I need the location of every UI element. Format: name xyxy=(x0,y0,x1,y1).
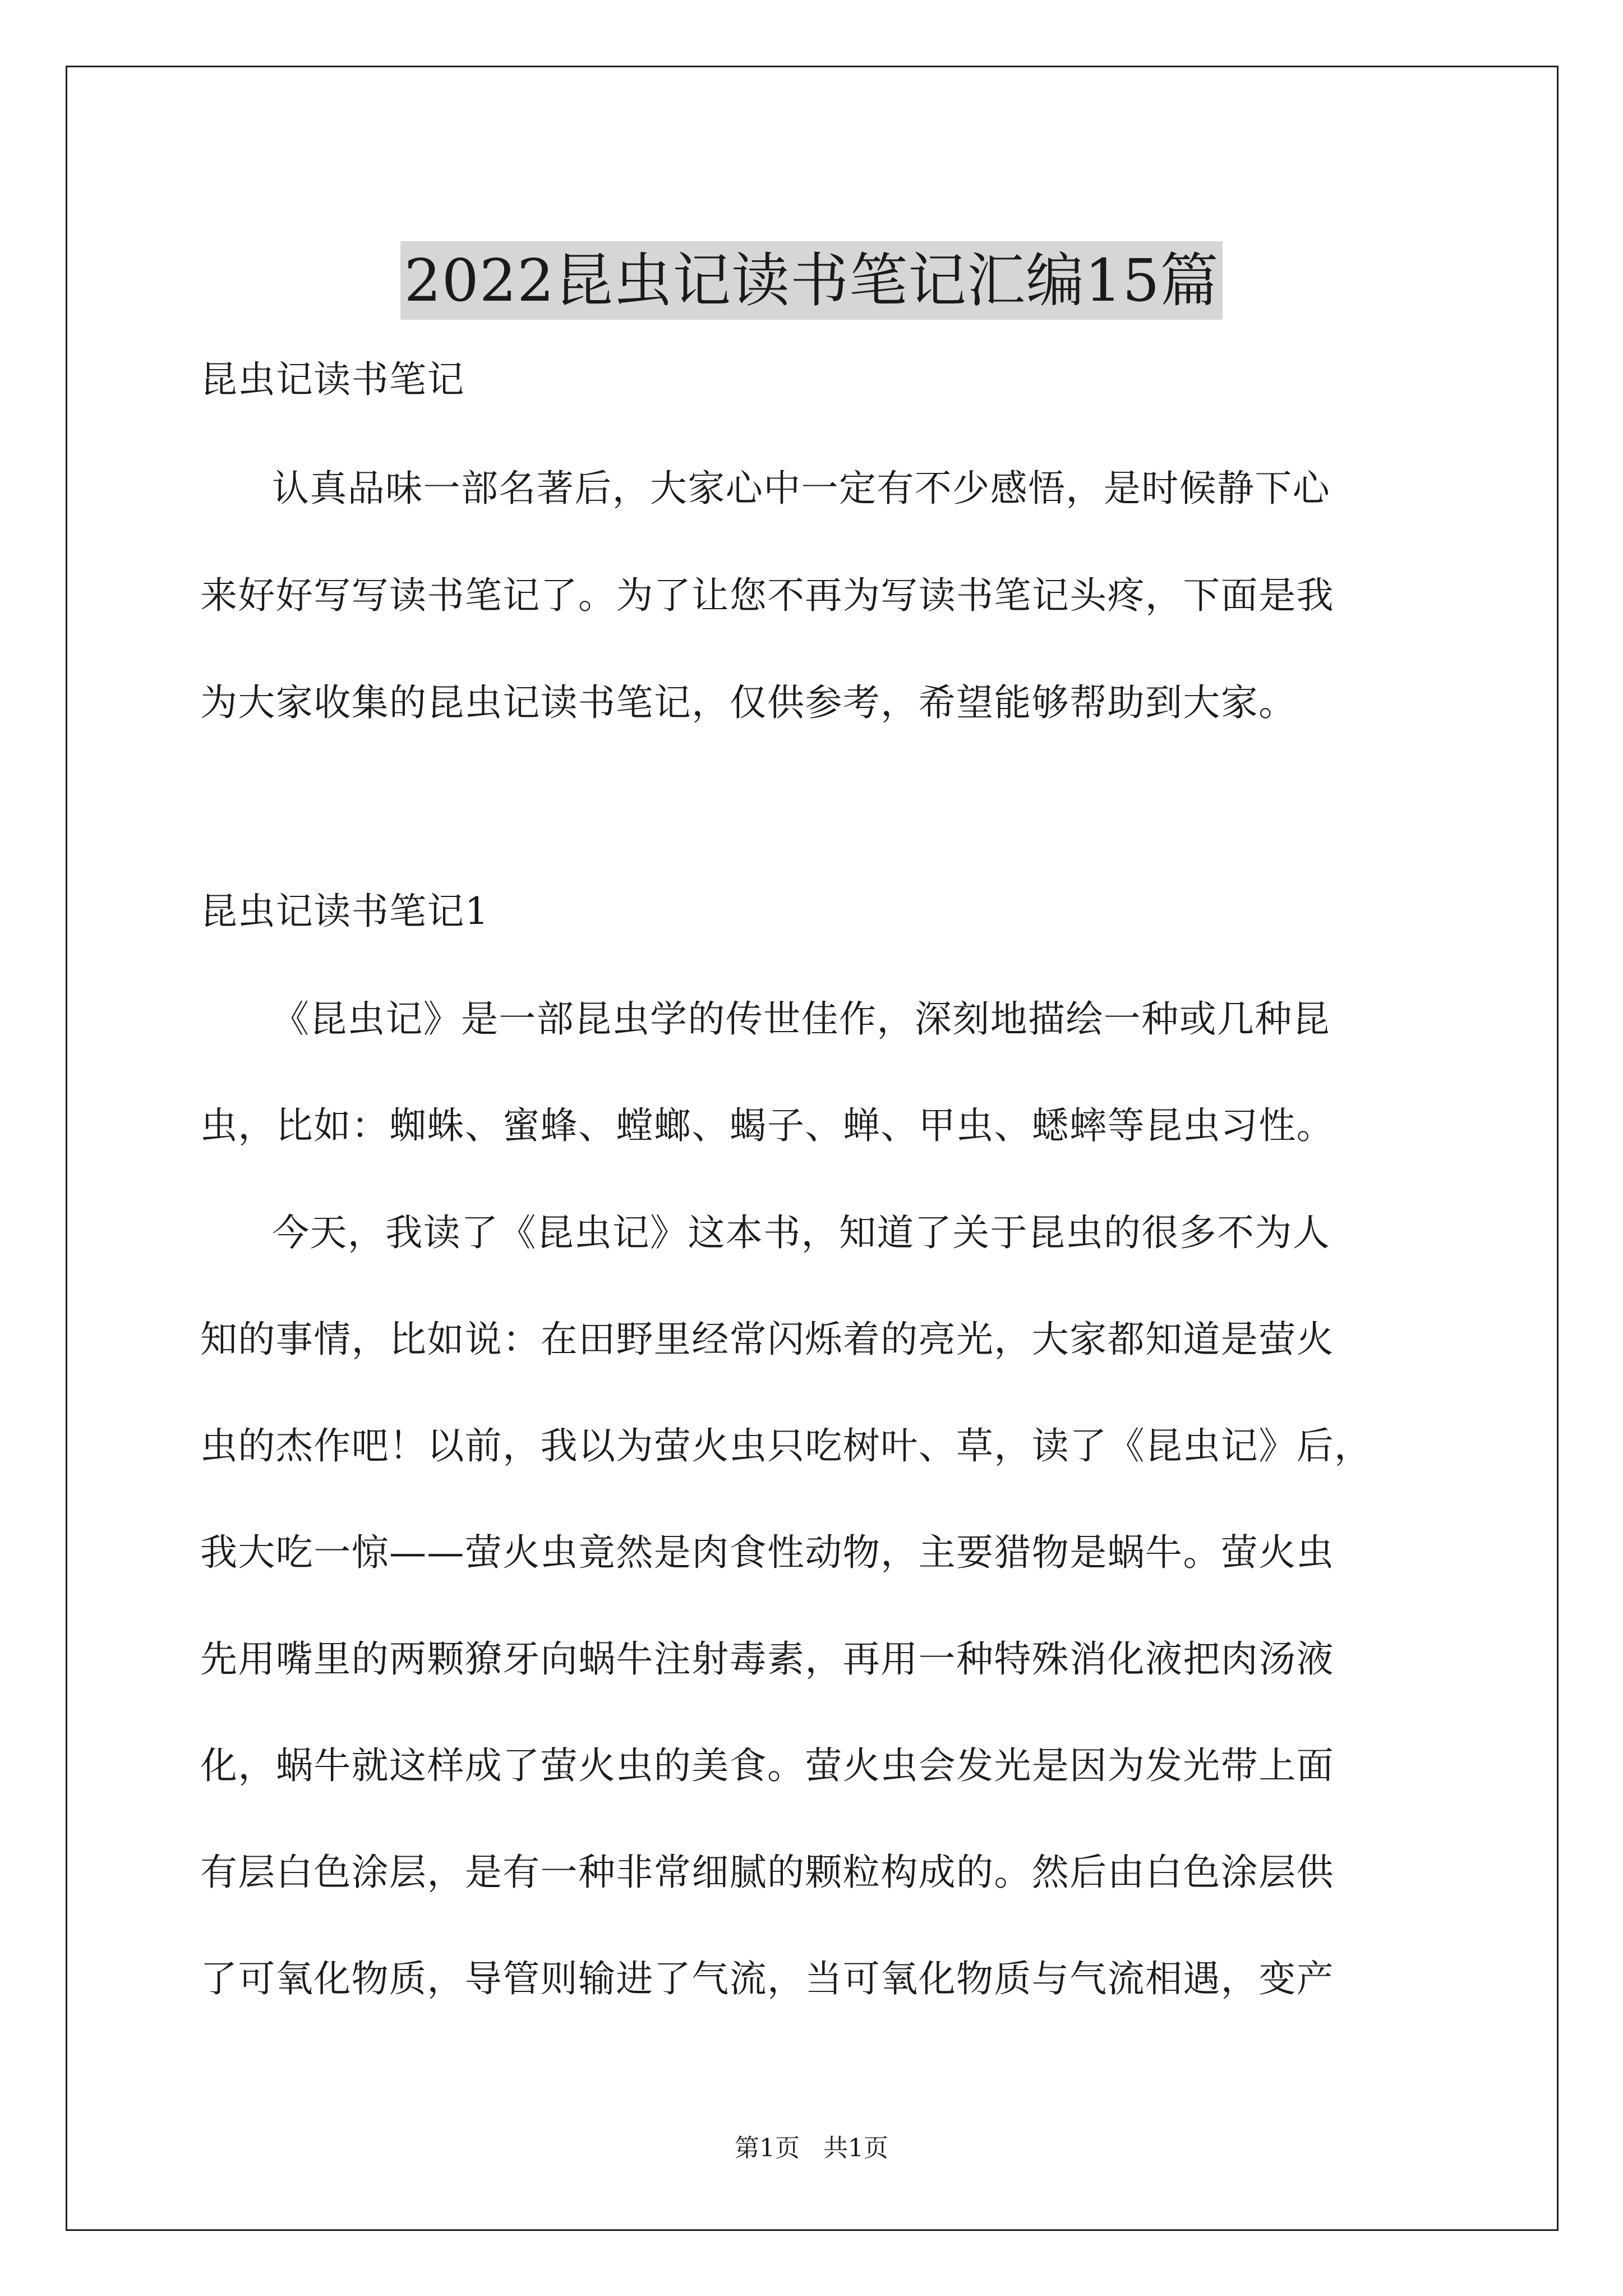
note1-para2-line6: 化，蜗牛就这样成了萤火虫的美食。萤火虫会发光是因为发光带上面 xyxy=(200,1744,1334,1787)
page-total: 共1页 xyxy=(823,2134,888,2162)
note1-para1-line2: 虫，比如：蜘蛛、蜜蜂、螳螂、蝎子、蝉、甲虫、蟋蟀等昆虫习性。 xyxy=(200,1104,1334,1147)
page-number: 第1页 xyxy=(735,2134,800,2162)
note1-para2-line4: 我大吃一惊——萤火虫竟然是肉食性动物，主要猎物是蜗牛。萤火虫 xyxy=(200,1531,1334,1574)
note1-para1-line1: 《昆虫记》是一部昆虫学的传世佳作，深刻地描绘一种或几种昆 xyxy=(272,997,1331,1041)
intro-line-1: 认真品味一部名著后，大家心中一定有不少感悟，是时候静下心 xyxy=(272,467,1331,510)
intro-line-2: 来好好写写读书笔记了。为了让您不再为写读书笔记头疼，下面是我 xyxy=(200,574,1334,617)
note1-para2-line3: 虫的杰作吧！以前，我以为萤火虫只吃树叶、草，读了《昆虫记》后， xyxy=(200,1424,1372,1467)
note1-heading: 昆虫记读书笔记1 xyxy=(200,890,490,933)
note1-para2-line8: 了可氧化物质，导管则输进了气流，当可氧化物质与气流相遇，变产 xyxy=(200,1957,1334,2000)
note1-para2-line1: 今天，我读了《昆虫记》这本书，知道了关于昆虫的很多不为人 xyxy=(272,1211,1331,1254)
document-title: 2022昆虫记读书笔记汇编15篇 xyxy=(400,241,1222,320)
note1-para2-line7: 有层白色涂层，是有一种非常细腻的颗粒构成的。然后由白色涂层供 xyxy=(200,1851,1334,1894)
note1-para2-line5: 先用嘴里的两颗獠牙向蜗牛注射毒素，再用一种特殊消化液把肉汤液 xyxy=(200,1637,1334,1681)
section-heading: 昆虫记读书笔记 xyxy=(200,358,465,401)
title-container xyxy=(0,202,1623,358)
note1-para2-line2: 知的事情，比如说：在田野里经常闪烁着的亮光，大家都知道是萤火 xyxy=(200,1318,1334,1361)
page-footer xyxy=(0,2132,1623,2165)
intro-line-3: 为大家收集的昆虫记读书笔记，仅供参考，希望能够帮助到大家。 xyxy=(200,681,1297,724)
